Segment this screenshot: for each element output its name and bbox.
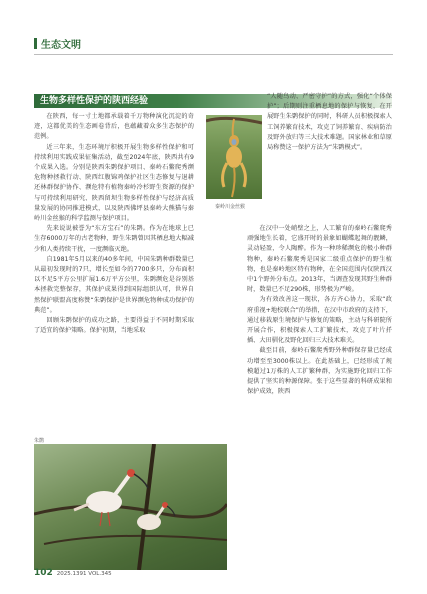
section-title: 生态文明: [41, 40, 81, 51]
left-paragraph: 在陕西，每一寸土地都承载着千万物种演化沉淀的奇迹，这都优美的生态画卷背后，也蕴藏着众多生态保护的范例。: [34, 113, 194, 141]
page-number: 102: [34, 568, 53, 578]
header-divider: [34, 54, 393, 55]
left-paragraph: 自1981年5月以来的40多年间，中国朱鹮种群数量已从最初发现时的7只，增长至如今的7700多只，分布面积以不足5平方公里扩展1.6万平方公里，朱鹮濒危是谷别基本拯救完整保存，其保护成果得到国际组织认可，世界自然保护联盟高度称赞“朱鹮保护是世界濒危物种成功保护的典范”。: [34, 255, 194, 314]
left-column: [34, 112, 194, 336]
right-column: [247, 224, 392, 397]
article-title: 生物多样性保护的陕西经验: [40, 96, 149, 106]
page-footer: [34, 568, 112, 578]
right-paragraph: 截至目前，秦岭石鳖爬秀野外种群保存量已经成功增至至3000株以上。在此基础上，已经形成了规模超过1万株的人工扩繁种群，为实施野化回归工作提供了坚实的种源保障。张于这些显著的科研成果和保护成效，陕西: [247, 347, 392, 396]
crested-ibis-photo: [34, 444, 227, 570]
issue-info: 2025.1391 VOL.345: [56, 571, 112, 577]
right-paragraph: 为有效改善这一现状，各方齐心协力，采取“政府重视+地校联合”的举措，在汉中市政府的支持下，通过移栽原生境保护与修复的策略，主动与科研院所开展合作，积极探索人工扩繁技术，攻克了叶片扦插、大田驯化及野化回归三大技术难关。: [247, 296, 392, 345]
section-header: [34, 36, 81, 51]
left-paragraph: 近三年来，生态环境厅积极开展生物多样性保护和可持续利用实践成果征集活动，截至2024年底，陕西共有9个成果入选。分别是陕西朱鹮保护项目、秦岭石鳖爬秀濒危物种拯救行动、陕西红腹锦鸡保护社区生态修复与退耕还林群保护协作、濒危特有植物秦岭冷杉野生资源的保护与可持续利用研究、陕西留坝生物多样性保护与经济高质量发展的协同推进模式，以及陕西佛坪县秦岭大熊猫与秦岭川金丝猴的科学监测与保护项目。: [34, 143, 194, 223]
monkey-caption: 秦岭川金丝猴: [215, 204, 246, 210]
right-column-top: [247, 92, 392, 153]
right-paragraph-top: “人随鸟动、严密守护”的方式，强化“个体保护”；后期则注重栖息地的保护与恢复，在开展野生朱鹮保护的同时，科研人员积极探索人工饲养繁育技术，攻克了饲养繁育、疾病防治及野外放归等三大技术难题。国家林业和草原局称赞这一保护方法为“朱鹮模式”。: [267, 93, 392, 152]
left-paragraph: 回顾朱鹮保护的成功之路，主要得益于不同时期采取了适宜的保护策略。保护初期，当地采取: [34, 317, 194, 335]
left-paragraph: 先来说说被誉为“东方宝石”的朱鹮。作为在地球上已生存6000万年的古老物种，野生朱鹮曾因其栖息地大幅减少和人类持续干扰，一度濒临灭绝。: [34, 225, 194, 253]
section-marker: [34, 38, 37, 49]
ibis-caption: 朱鹮: [34, 438, 45, 444]
right-paragraph: 在汉中一处峭壁之上，人工繁育的秦岭石鳖爬秀顽强地生长着，它盛开时的景象如蝴蝶起舞的靓鳞，灵动轻盈，令人陶醉。作为一种珍稀濒危的极小种群物种，秦岭石鳖爬秀是国家二级重点保护的野生植物，也是秦岭地区特有物种，在全国范围内仅陕西汉中1个野外分布点。2013年，当调查发现其野生种群时，数量已不足290株，形势极为严峻。: [247, 225, 392, 294]
